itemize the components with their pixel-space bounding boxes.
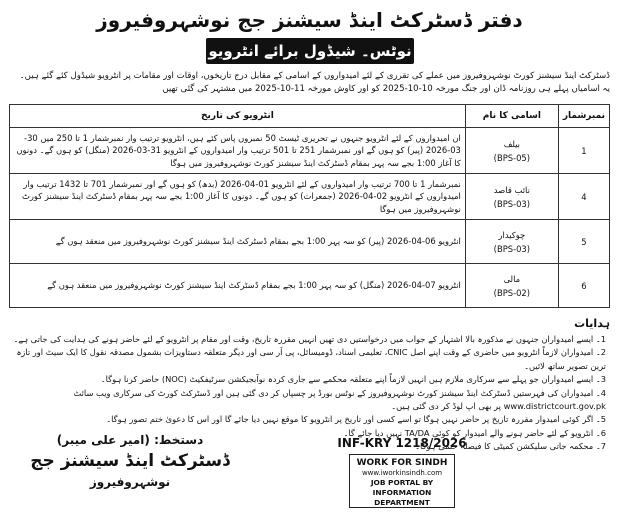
row-detail: انٹرویو 07-04-2026 (منگل) کو سہ پہر 1:00 بجے بمقام ڈسٹرکٹ اینڈ سیشنز کورٹ نوشہروفیروز میں منعقد ہوں گے xyxy=(10,264,466,308)
interview-schedule-table xyxy=(9,104,610,308)
instruction-item: 3۔ ایسے امیدواران جو پہلے سے سرکاری ملازم ہیں انہیں لازماً اپنے متعلقہ محکمے سے جاری کردہ نوآبجیکشن سرٹیفکیٹ (NOC) حاضر کرنا ہوگا۔ xyxy=(100,374,606,385)
row-post xyxy=(465,264,558,308)
table-row xyxy=(10,128,610,174)
row-detail: انٹرویو 06-04-2026 (پیر) کو سہ پہر 1:00 بجے بمقام ڈسٹرکٹ اینڈ سیشنز کورٹ نوشہروفیروز میں منعقد ہوں گے xyxy=(10,220,466,264)
logo-line1: JOB PORTAL BY xyxy=(370,478,434,487)
inf-block xyxy=(332,436,472,508)
row-serial: 1 xyxy=(558,128,609,174)
table-row xyxy=(10,264,610,308)
instruction-item: 7۔ محکمہ جاتی سلیکشن کمیٹی کا فیصلہ حتمی ہوگا۔ xyxy=(415,441,606,452)
instruction-item: 2۔ امیدواران لازماً انٹرویو میں حاضری کے وقت اپنے اصل CNIC، تعلیمی اسناد، ڈومیسائل، پی آر سی اور دیگر متعلقہ دستاویزات بشمول مصدقہ نقول کا ایک سیٹ اور تازہ ترین تصویر ساتھ لائیں۔ xyxy=(16,347,606,371)
inf-code: INF-KRY 1218/2026 xyxy=(337,436,467,450)
post-bps: (BPS-03) xyxy=(493,243,531,254)
row-post xyxy=(465,128,558,174)
signed-by: دستخط: (امیر علی میبر) xyxy=(56,433,204,447)
post-name: بیلف xyxy=(503,138,521,149)
post-bps: (BPS-02) xyxy=(493,287,531,298)
post-name: مالی xyxy=(503,273,521,284)
work-for-sindh-logo xyxy=(349,454,455,508)
signature-block xyxy=(15,433,245,489)
notice-banner: نوٹس۔ شیڈول برائے انٹرویو xyxy=(206,38,414,64)
place: نوشہروفیروز xyxy=(89,475,171,489)
row-serial: 5 xyxy=(558,220,609,264)
intro-paragraph: ڈسٹرکٹ اینڈ سیشنز کورٹ نوشہروفیروز میں عملے کی تقرری کے لئے امیدواروں کے اسامی کے مقابل درج تاریخوں، اوقات اور مقامات پر انٹرویو شیڈول کئے گئے ہیں۔ یہ اسامیاں پہلے ہی روزنامہ ڈان اور جنگ مورخہ 10-10-2025 کو اور کاوش مورخہ 11-10-2025 میں مشتہر کی گئی تھیں xyxy=(19,71,610,94)
instructions-title: ہدایات xyxy=(574,317,610,330)
table-row xyxy=(10,220,610,264)
logo-url: www.iworkinsindh.com xyxy=(361,469,443,477)
logo-line2: INFORMATION DEPARTMENT xyxy=(372,488,432,507)
row-post xyxy=(465,220,558,264)
post-name: نائب قاصد xyxy=(493,184,530,195)
instruction-item: 1۔ ایسے امیدواران جنہوں نے مذکورہ بالا اشتہار کے جواب میں درخواستیں دی تھیں انہیں مقررہ تاریخ، وقت اور مقام پر انٹرویو کے لئے حاضر ہونے کی ہدایت کی جاتی ہے۔ xyxy=(13,334,606,344)
row-post xyxy=(465,174,558,220)
instruction-item: 4۔ امیدواران کی فہرستیں ڈسٹرکٹ اینڈ سیشنز کورٹ نوشہروفیروز کے نوٹس بورڈ پر چسپاں کر دی گئی ہیں اور ڈسٹرکٹ کورٹ کی سرکاری ویب سائٹ www.districtcourt.gov.pk پر بھی اپ لوڈ کر دی گئی ہیں۔ xyxy=(73,387,606,412)
table-header-row xyxy=(10,105,610,128)
post-bps: (BPS-03) xyxy=(493,198,531,209)
post-name: چوکیدار xyxy=(498,229,526,240)
table-row xyxy=(10,174,610,220)
instruction-item: 6۔ انٹرویو کے لئے حاضر ہونے والے امیدوار کو کوئی TA/DA نہیں دیا جائے گا۔ xyxy=(343,427,606,438)
row-serial: 6 xyxy=(558,264,609,308)
logo-brand: WORK FOR SINDH xyxy=(356,458,448,468)
header-post: اسامی کا نام xyxy=(465,105,558,128)
post-bps: (BPS-05) xyxy=(493,152,531,163)
row-detail: ان امیدواروں کے لئے انٹرویو جنہوں نے تحریری ٹیسٹ 50 نمبروں پاس کئے ہیں، انٹرویو ترتیب وار نمبرشمار 1 تا 250 میں 30-03-2026 (پیر) کو ہوں گے اور نمبرشمار 251 تا 501 ترتیب وار امیدواروں کے انٹرویو 31-03-2026 (منگل) کو ہوں گے۔ دونوں کا آغاز 1:00 بجے سہ پہر بمقام ڈسٹرکٹ اینڈ سیشنز کورٹ نوشہروفیروز میں ہوگا xyxy=(10,128,466,174)
row-serial: 4 xyxy=(558,174,609,220)
designation: ڈسٹرکٹ اینڈ سیشنز جج xyxy=(30,451,230,471)
header-serial: نمبرشمار xyxy=(558,105,609,128)
header-schedule: انٹرویو کی تاریخ xyxy=(10,105,466,128)
office-title: دفتر ڈسٹرکٹ اینڈ سیشنز جج نوشہروفیروز xyxy=(96,8,523,32)
row-detail: نمبرشمار 1 تا 700 ترتیب وار امیدواروں کے لئے انٹرویو 01-04-2026 (بدھ) کو ہوں گے اور نمبرشمار 701 تا 1432 ترتیب وار امیدواروں کے انٹرویو 02-04-2026 (جمعرات) کو ہوں گے۔ دونوں کا آغاز 1:00 بجے سہ پہر بمقام ڈسٹرکٹ اینڈ سیشنز کورٹ نوشہروفیروز میں ہوگا xyxy=(10,174,466,220)
instruction-item: 5۔ اگر کوئی امیدوار مقررہ تاریخ پر حاضر نہیں ہوگا تو اسے کسی اور تاریخ پر انٹرویو کا موقع نہیں دیا جائے گا اور اس کا دعویٰ ختم تصور ہوگا۔ xyxy=(106,414,606,425)
